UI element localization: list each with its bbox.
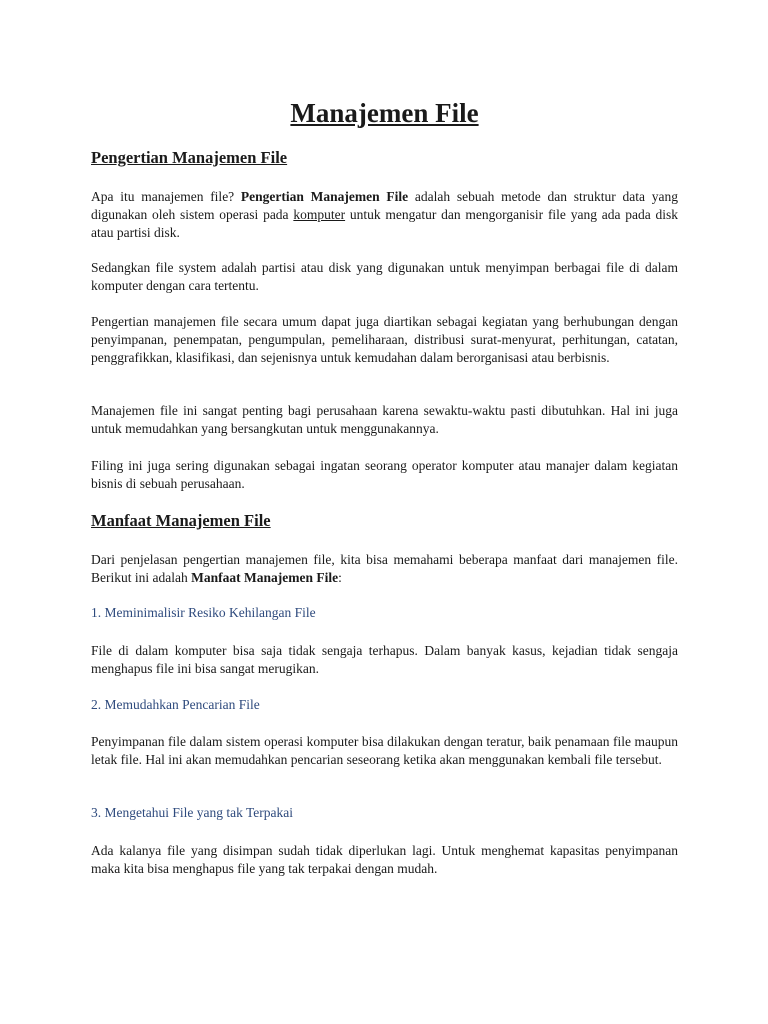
benefit-title-1: 1. Meminimalisir Resiko Kehilangan File <box>91 605 316 620</box>
paragraph-filing: Filing ini juga sering digunakan sebagai ingatan seorang operator komputer atau manajer dalam kegiatan bisnis di sebuah perusahaan. <box>91 458 678 491</box>
paragraph-text: Dari penjelasan pengertian manajemen file, kita bisa memahami beberapa manfaat dari manajemen file. Berikut ini adalah <box>91 552 678 585</box>
bold-term: Manfaat Manajemen File <box>191 570 339 585</box>
benefit-body-2: Penyimpanan file dalam sistem operasi komputer bisa dilakukan dengan teratur, baik penamaan file maupun letak file. Hal ini akan memudahkan pencarian seseorang ketika akan menggunakan kembali file tersebut. <box>91 734 678 767</box>
komputer-link[interactable]: komputer <box>293 207 346 222</box>
paragraph-text: Apa itu manajemen file? <box>91 189 241 204</box>
benefit-title-2: 2. Memudahkan Pencarian File <box>91 697 260 712</box>
paragraph-text: : <box>338 570 342 585</box>
bold-term: Pengertian Manajemen File <box>240 189 409 204</box>
paragraph-file-system: Sedangkan file system adalah partisi atau disk yang digunakan untuk menyimpan berbagai file di dalam komputer dengan cara tertentu. <box>91 260 678 293</box>
paragraph-general-definition: Pengertian manajemen file secara umum dapat juga diartikan sebagai kegiatan yang berhubungan dengan penyimpanan, penempatan, pengumpulan, pemeliharaan, distribusi surat-menyurat, perhitungan, catatan, penggrafikkan, klasifikasi, dan sejenisnya untuk kemudahan dalam berorganisasi atau berbisnis. <box>91 314 678 365</box>
section-heading-pengertian: Pengertian Manajemen File <box>91 148 288 167</box>
benefit-body-1: File di dalam komputer bisa saja tidak sengaja terhapus. Dalam banyak kasus, kejadian tidak sengaja menghapus file ini bisa sangat merugikan. <box>91 643 678 676</box>
paragraph-importance: Manajemen file ini sangat penting bagi perusahaan karena sewaktu-waktu pasti dibutuhkan. Hal ini juga untuk memudahkan yang bersangkutan untuk menggunakannya. <box>91 403 678 436</box>
paragraph-text: untuk mengatur dan mengorganisir file yang ada pada disk atau partisi disk. <box>91 207 678 240</box>
paragraph-definition <box>91 188 678 242</box>
benefit-body-3: Ada kalanya file yang disimpan sudah tidak diperlukan lagi. Untuk menghemat kapasitas penyimpanan maka kita bisa menghapus file yang tak terpakai dengan mudah. <box>91 843 678 876</box>
paragraph-text: adalah sebuah metode dan struktur data yang digunakan oleh sistem operasi pada <box>91 189 678 222</box>
paragraph-manfaat-intro <box>91 551 678 587</box>
benefit-title-3: 3. Mengetahui File yang tak Terpakai <box>91 805 293 820</box>
document-title: Manajemen File <box>290 98 479 128</box>
section-heading-manfaat: Manfaat Manajemen File <box>91 511 271 530</box>
